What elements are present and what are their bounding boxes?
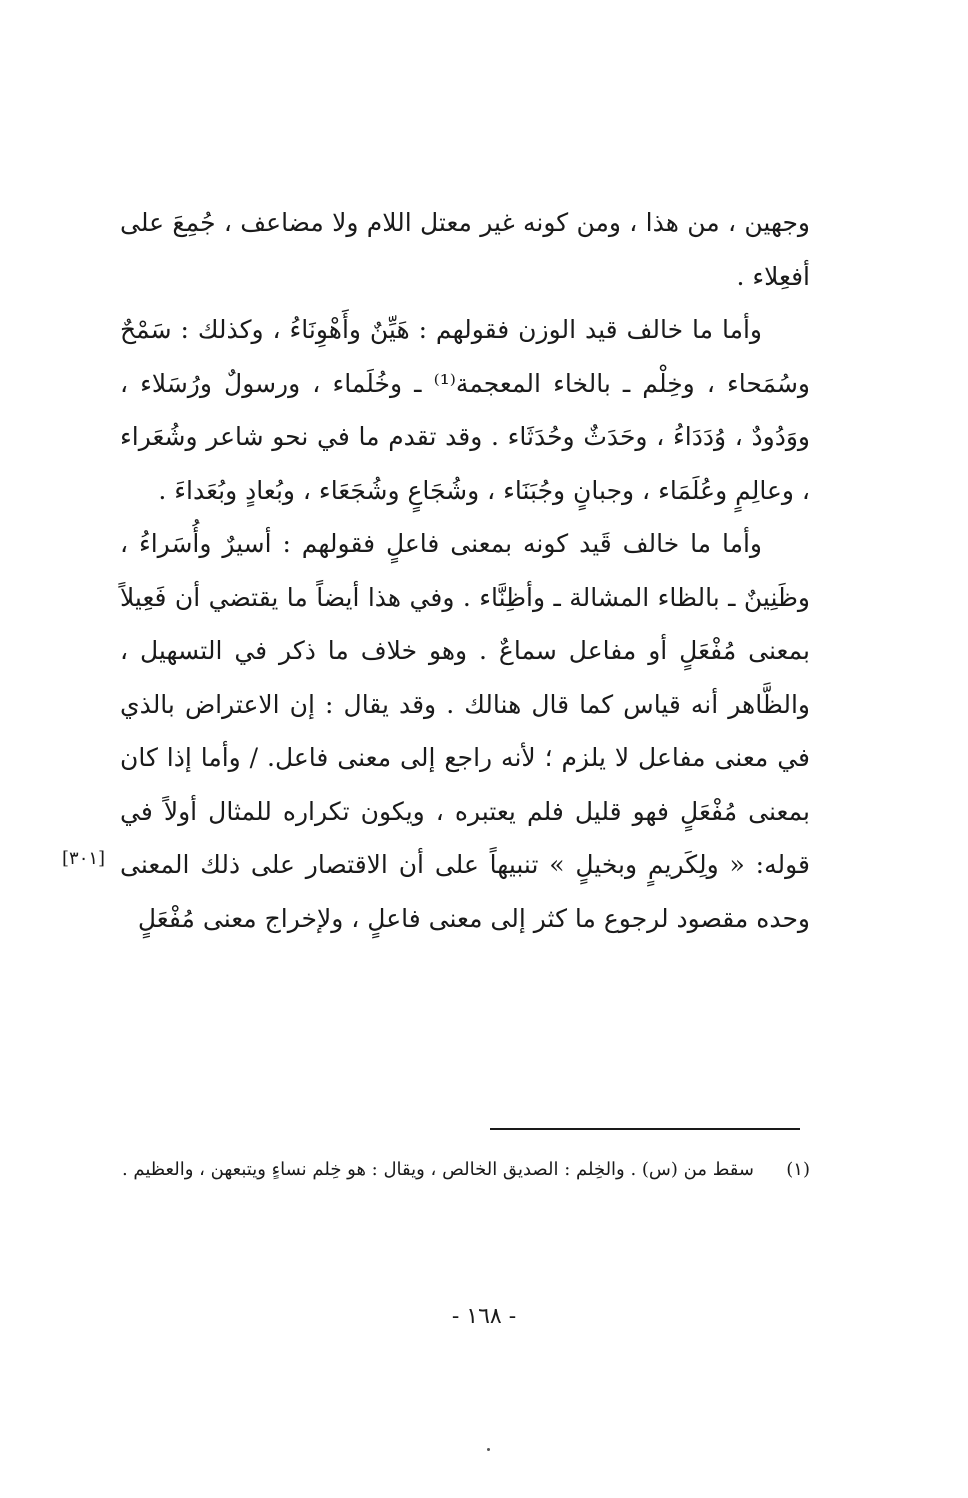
footnote-text: سقط من (س) . والخِلم : الصديق الخالص ، ويقال : هو خِلم نساءٍ ويتبعهن ، والعظيم .: [121, 1159, 754, 1180]
page-number: - ١٦٨ -: [451, 1304, 517, 1329]
main-text-block: [120, 196, 810, 945]
paragraph-2: وأما ما خالف قيد الوزن فقولهم : هَيِّنٌ وأَهْوِنَاءُ ، وكذلك : سَمْحٌ وسُمَحاء ، وخِلْم ـ بالخاء المعجمة⁽¹⁾ ـ وخُلَماء ، ورسولٌ ورُسَلاء ، ووَدُودٌ ، وُدَدَاءُ ، وحَدَثٌ وحُدَثَاء . وقد تقدم ما في نحو شاعر وشُعَراء ، وعالِمٍ وعُلَمَاء ، وجبانٍ وجُبَنَاء ، وشُجَاعٍ وشُجَعَاء ، وبُعادٍ وبُعَداءَ .: [120, 315, 810, 505]
footnote-number: (١): [786, 1159, 810, 1180]
scan-speck: [487, 1448, 490, 1451]
manuscript-folio-marker: [٣٠١]: [62, 848, 106, 869]
footnote-separator: [490, 1128, 800, 1130]
footnote-item: [120, 1152, 810, 1188]
paragraph-3: وأما ما خالف قَيد كونه بمعنى فاعلٍ فقولهم : أسيرٌ وأُسَراءُ ، وظَنِينٌ ـ بالظاء المشالة ـ وأظِنَّاء . وفي هذا أيضاً ما يقتضي أن فَعِيلاً بمعنى مُفْعَلٍ أو مفاعل سماعٌ . وهو خلاف ما ذكر في التسهيل ، والظَّاهر أنه قياس كما قال هنالك . وقد يقال : إن الاعتراض بالذي في معنى مفاعل لا يلزم ؛ لأنه راجع إلى معنى فاعل. / وأما إذا كان بمعنى مُفْعَلٍ فهو قليل فلم يعتبره ، ويكون تكراره للمثال أولاً في قوله: « ولِكَريمٍ وبخيلٍ » تنبيهاً على أن الاقتصار على ذلك المعنى وحده مقصود لرجوع ما كثر إلى معنى فاعلٍ ، ولإخراج معنى مُفْعَلٍ: [120, 529, 810, 933]
paragraph-1: وجهين ، من هذا ، ومن كونه غير معتل اللام ولا مضاعف ، جُمِعَ على أفعِلاء .: [120, 208, 810, 291]
footnotes-block: [120, 1152, 810, 1188]
